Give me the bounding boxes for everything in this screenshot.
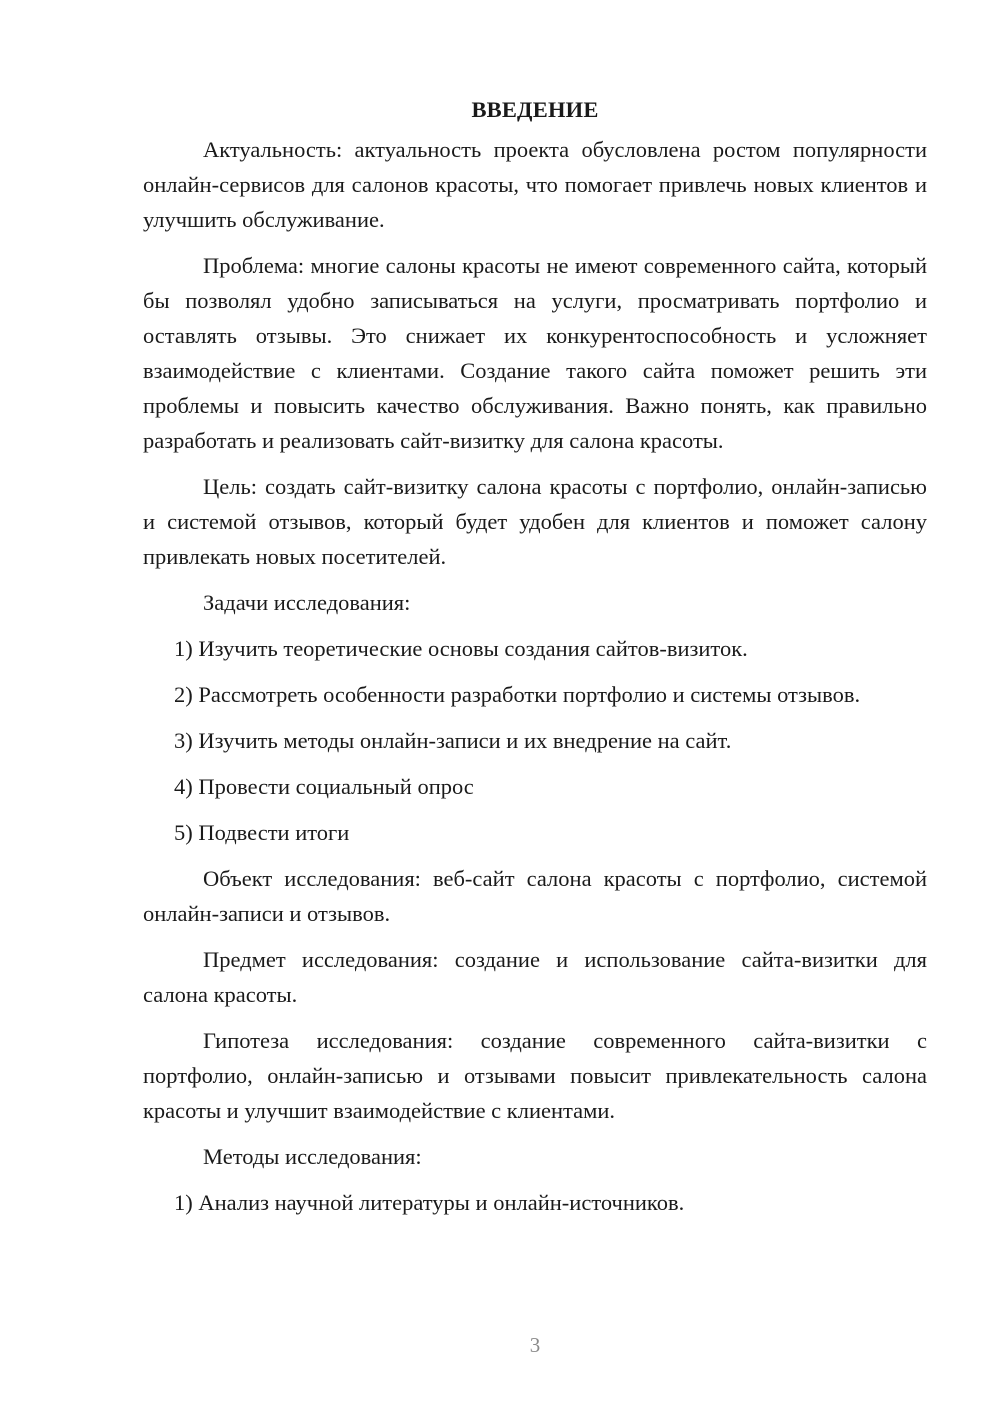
goal-paragraph: Цель: создать сайт-визитку салона красоты с портфолио, онлайн-записью и системой отзывов, который будет удобен для клиентов и поможет салону привлекать новых посетителей. [143,474,927,569]
problem-paragraph: Проблема: многие салоны красоты не имеют современного сайта, который бы позволял удобно записываться на услуги, просматривать портфолио и оставлять отзывы. Это снижает их конкурентоспособность и усложняет взаимодействие с клиентами. Создание такого сайта поможет решить эти проблемы и повысить качество обслуживания. Важно понять, как правильно разработать и реализовать сайт-визитку для салона красоты. [143,253,927,453]
tasks-title: Задачи исследования: [203,590,411,615]
document-page [143,92,927,1231]
page-number: 3 [529,1333,541,1357]
task-item-5: 5) Подвести итоги [174,820,350,845]
subject-paragraph: Предмет исследования: создание и использование сайта-визитки для салона красоты. [143,947,927,1007]
object-paragraph: Объект исследования: веб-сайт салона красоты с портфолио, системой онлайн-записи и отзывов. [143,866,927,926]
task-item-2: 2) Рассмотреть особенности разработки портфолио и системы отзывов. [174,682,861,707]
relevance-paragraph: Актуальность: актуальность проекта обусловлена ростом популярности онлайн-сервисов для салонов красоты, что помогает привлечь новых клиентов и улучшить обслуживание. [143,137,927,232]
method-item-1: 1) Анализ научной литературы и онлайн-источников. [174,1190,685,1215]
task-item-3: 3) Изучить методы онлайн-записи и их внедрение на сайт. [174,728,732,753]
section-heading: ВВЕДЕНИЕ [471,97,599,122]
task-item-4: 4) Провести социальный опрос [174,774,474,799]
task-item-1: 1) Изучить теоретические основы создания сайтов-визиток. [174,636,748,661]
hypothesis-paragraph: Гипотеза исследования: создание современного сайта-визитки с портфолио, онлайн-записью и отзывами повысит привлекательность салона красоты и улучшит взаимодействие с клиентами. [143,1028,927,1123]
methods-title: Методы исследования: [203,1144,422,1169]
